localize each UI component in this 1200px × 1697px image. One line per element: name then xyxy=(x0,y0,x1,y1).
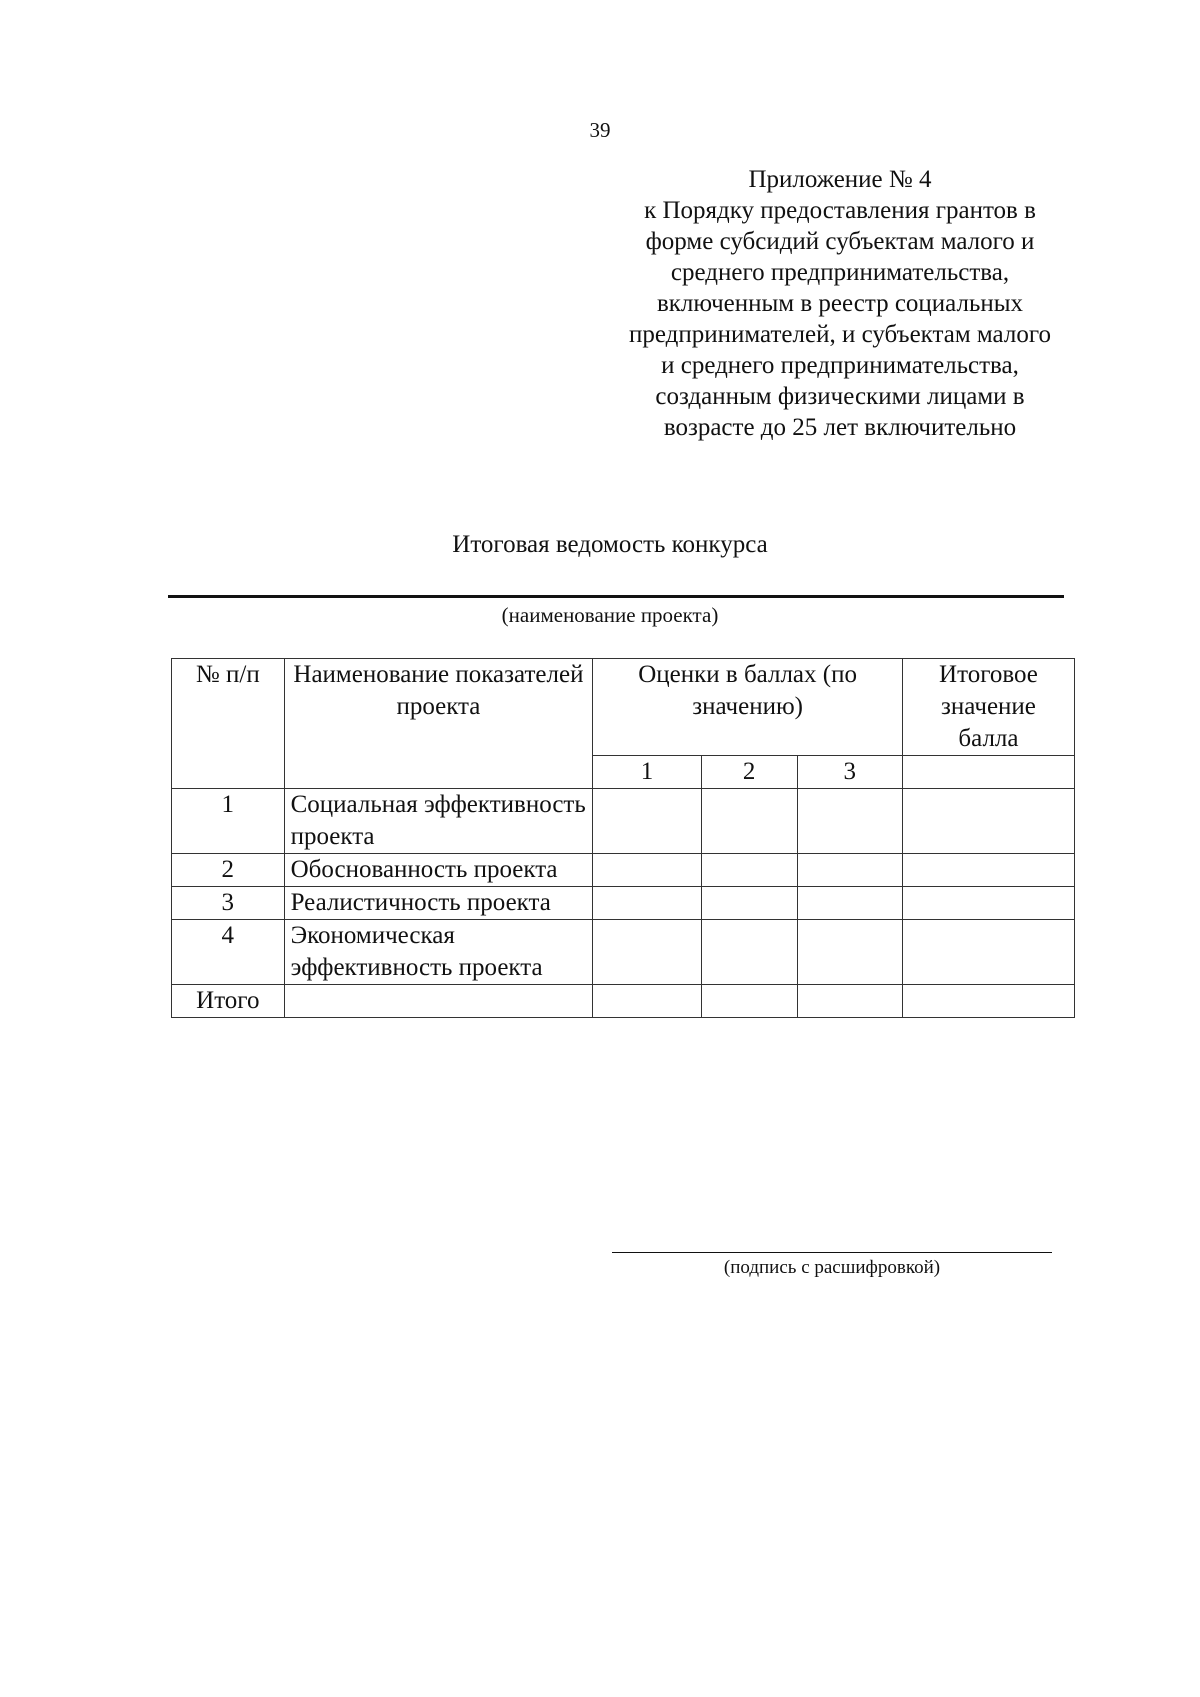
appendix-line: среднего предпринимательства, xyxy=(670,259,1010,286)
row-indicator-name: Обоснованность проекта xyxy=(284,854,593,887)
score-cell[interactable] xyxy=(701,985,797,1018)
row-num: 1 xyxy=(172,789,285,854)
score-cell[interactable] xyxy=(797,985,902,1018)
signature-line xyxy=(612,1252,1052,1253)
total-score-cell[interactable] xyxy=(902,887,1074,920)
total-score-cell[interactable] xyxy=(902,789,1074,854)
row-indicator-name: Социальная эффективность проекта xyxy=(284,789,593,854)
header-score-col-3: 3 xyxy=(797,756,902,789)
table-row xyxy=(172,854,1075,887)
score-cell[interactable] xyxy=(797,920,902,985)
header-score-col-1: 1 xyxy=(593,756,701,789)
total-score-cell[interactable] xyxy=(902,920,1074,985)
score-cell[interactable] xyxy=(593,985,701,1018)
score-cell[interactable] xyxy=(593,789,701,854)
total-score-cell[interactable] xyxy=(902,854,1074,887)
total-score-cell[interactable] xyxy=(902,985,1074,1018)
header-num: № п/п xyxy=(172,659,285,789)
document-title: Итоговая ведомость конкурса xyxy=(452,531,768,558)
header-scores: Оценки в баллах (по значению) xyxy=(593,659,903,756)
score-cell[interactable] xyxy=(701,887,797,920)
appendix-header xyxy=(590,164,1090,443)
row-num: 2 xyxy=(172,854,285,887)
header-total-empty xyxy=(902,756,1074,789)
score-cell[interactable] xyxy=(797,789,902,854)
appendix-line: Приложение № 4 xyxy=(748,166,932,193)
appendix-line: включенным в реестр социальных xyxy=(656,290,1024,317)
page-number: 39 xyxy=(589,118,611,142)
appendix-line: к Порядку предоставления грантов в xyxy=(644,197,1036,224)
row-indicator-name: Реалистичность проекта xyxy=(284,887,593,920)
row-indicator-name: Экономическая эффективность проекта xyxy=(284,920,593,985)
table-row xyxy=(172,887,1075,920)
appendix-line: форме субсидий субъектам малого и xyxy=(645,228,1035,255)
header-indicator-name: Наименование показателей проекта xyxy=(284,659,593,789)
row-num: 4 xyxy=(172,920,285,985)
appendix-line: и среднего предпринимательства, xyxy=(661,352,1019,379)
table-row xyxy=(172,920,1075,985)
table-row xyxy=(172,789,1075,854)
score-cell[interactable] xyxy=(593,920,701,985)
project-name-line xyxy=(168,595,1064,598)
total-name-cell[interactable] xyxy=(284,985,593,1018)
results-table xyxy=(171,658,1075,1018)
score-cell[interactable] xyxy=(701,920,797,985)
appendix-line: созданным физическими лицами в xyxy=(655,383,1025,410)
score-cell[interactable] xyxy=(797,854,902,887)
table-total-row xyxy=(172,985,1075,1018)
row-num: 3 xyxy=(172,887,285,920)
score-cell[interactable] xyxy=(593,854,701,887)
total-label: Итого xyxy=(172,985,285,1018)
score-cell[interactable] xyxy=(701,789,797,854)
appendix-line: возрасте до 25 лет включительно xyxy=(663,414,1017,441)
header-total-score: Итоговое значение балла xyxy=(902,659,1074,756)
header-score-col-2: 2 xyxy=(701,756,797,789)
project-name-caption: (наименование проекта) xyxy=(501,603,719,627)
score-cell[interactable] xyxy=(797,887,902,920)
score-cell[interactable] xyxy=(701,854,797,887)
score-cell[interactable] xyxy=(593,887,701,920)
signature-caption: (подпись с расшифровкой) xyxy=(723,1257,941,1278)
table-header-row xyxy=(172,659,1075,756)
appendix-line: предпринимателей, и субъектам малого xyxy=(629,321,1051,348)
